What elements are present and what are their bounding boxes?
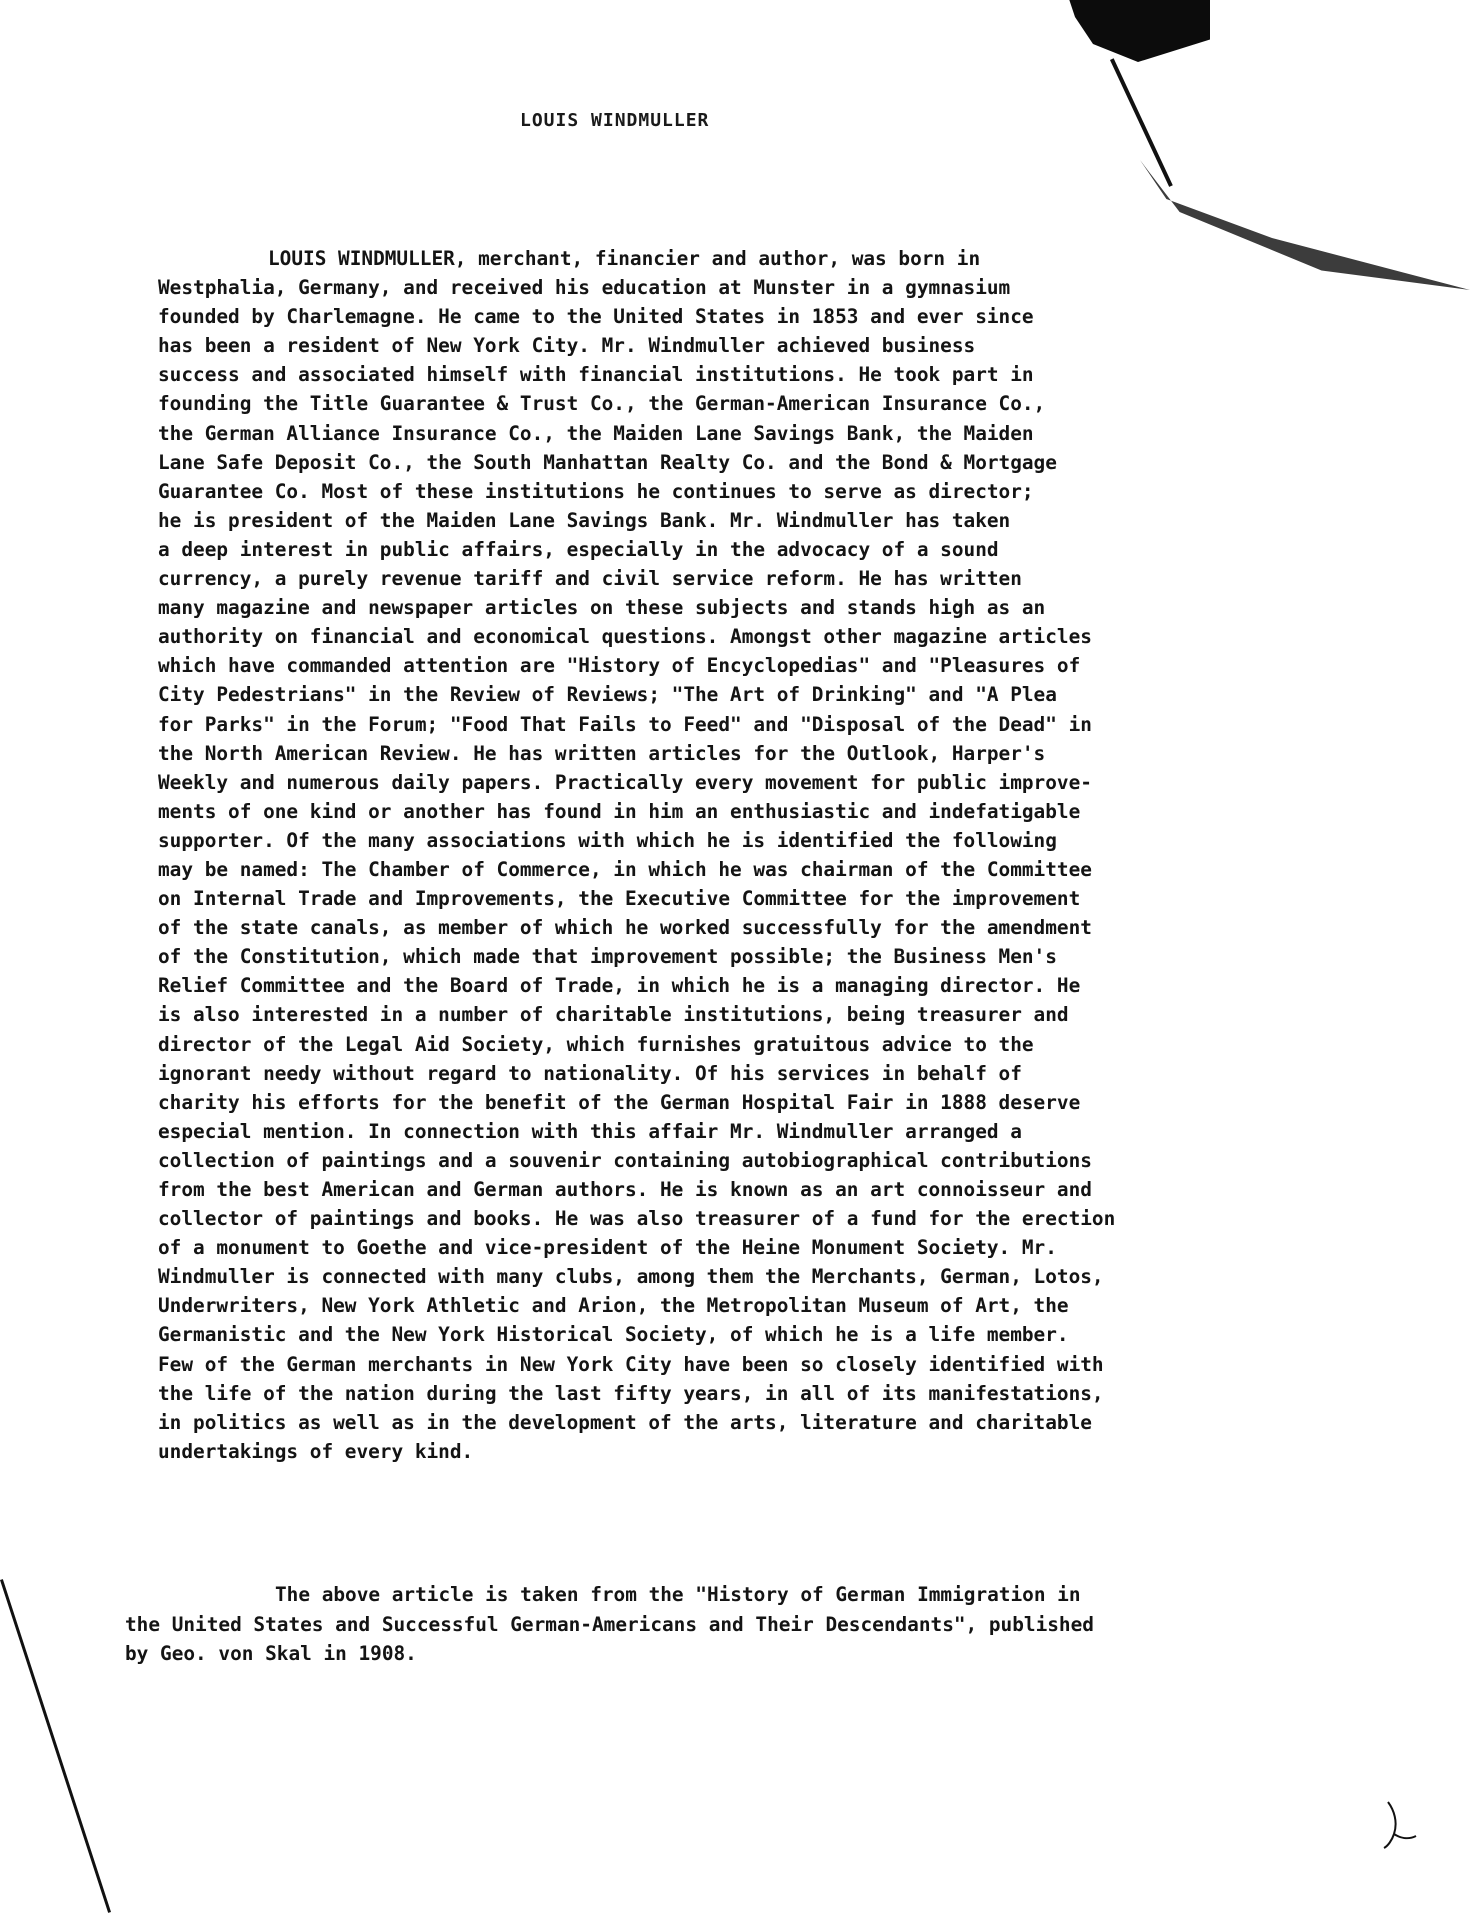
body-line: collection of paintings and a souvenir containing autobiographical contributions (158, 1148, 1092, 1172)
body-line: collector of paintings and books. He was also treasurer of a fund for the erection (158, 1207, 1116, 1231)
body-line: currency, a purely revenue tariff and civil service reform. He has written (158, 567, 1022, 591)
body-line: many magazine and newspaper articles on these subjects and stands high as an (158, 596, 1046, 620)
body-line: LOUIS WINDMULLER, merchant, financier and author, was born in (268, 247, 981, 270)
body-line: Westphalia, Germany, and received his education at Munster in a gymnasium (158, 276, 1011, 300)
body-line: success and associated himself with financial institutions. He took part in (158, 363, 1034, 387)
body-line: has been a resident of New York City. Mr. Windmuller achieved business (158, 334, 976, 358)
body-line: charity his efforts for the benefit of the German Hospital Fair in 1888 deserve (158, 1090, 1081, 1114)
body-line: of the state canals, as member of which he worked successfully for the amendment (158, 916, 1092, 940)
body-line: ignorant needy without regard to nationality. Of his services in behalf of (158, 1061, 1022, 1085)
body-line: director of the Legal Aid Society, which furnishes gratuitous advice to the (158, 1032, 1034, 1056)
body-line: is also interested in a number of charitable institutions, being treasurer and (158, 1003, 1069, 1027)
body-line: founded by Charlemagne. He came to the United States in 1853 and ever since (158, 305, 1034, 329)
body-line: the German Alliance Insurance Co., the Maiden Lane Savings Bank, the Maiden (158, 421, 1034, 445)
body-line: he is president of the Maiden Lane Savings Bank. Mr. Windmuller has taken (158, 508, 1011, 532)
body-line: the North American Review. He has written articles for the Outlook, Harper's (158, 741, 1046, 765)
body-line: Few of the German merchants in New York City have been so closely identified with (158, 1352, 1104, 1376)
body-line: of the Constitution, which made that improvement possible; the Business Men's (158, 945, 1057, 969)
body-line: undertakings of every kind. (158, 1439, 474, 1463)
body-line: Windmuller is connected with many clubs, among them the Merchants, German, Lotos, (158, 1265, 1104, 1289)
body-line: on Internal Trade and Improvements, the Executive Committee for the improvement (158, 887, 1081, 911)
pen-mark-icon (1380, 1800, 1420, 1850)
body-line: Germanistic and the New York Historical Society, of which he is a life member. (158, 1323, 1069, 1347)
body-line: Weekly and numerous daily papers. Practically every movement for public improve- (158, 770, 1092, 794)
body-line: especial mention. In connection with this affair Mr. Windmuller arranged a (158, 1119, 1022, 1143)
body-line: a deep interest in public affairs, especially in the advocacy of a sound (158, 537, 999, 561)
scan-corner-blot (1030, 0, 1210, 80)
body-line: of a monument to Goethe and vice-president of the Heine Monument Society. Mr. (158, 1236, 1057, 1260)
body-line: City Pedestrians" in the Review of Reviews; "The Art of Drinking" and "A Plea (158, 683, 1057, 707)
source-note (125, 1580, 1385, 1669)
body-line: for Parks" in the Forum; "Food That Fails to Feed" and "Disposal of the Dead" in (158, 712, 1092, 736)
body-line: Relief Committee and the Board of Trade, in which he is a managing director. He (158, 974, 1081, 998)
article-body (158, 244, 1378, 1466)
scan-edge-line (1110, 58, 1173, 187)
body-line: ments of one kind or another has found in him an enthusiastic and indefatigable (158, 799, 1081, 823)
body-line: Lane Safe Deposit Co., the South Manhattan Realty Co. and the Bond & Mortgage (158, 450, 1057, 474)
body-line: which have commanded attention are "History of Encyclopedias" and "Pleasures of (158, 654, 1081, 678)
body-line: authority on financial and economical questions. Amongst other magazine articles (158, 625, 1092, 649)
source-note-line: by Geo. von Skal in 1908. (125, 1642, 417, 1665)
body-line: founding the Title Guarantee & Trust Co., the German-American Insurance Co., (158, 392, 1046, 416)
body-line: supporter. Of the many associations with which he is identified the following (158, 828, 1057, 852)
body-line: Underwriters, New York Athletic and Arion, the Metropolitan Museum of Art, the (158, 1294, 1069, 1318)
body-line: may be named: The Chamber of Commerce, in which he was chairman of the Committee (158, 857, 1092, 881)
body-line: from the best American and German authors. He is known as an art connoisseur and (158, 1178, 1092, 1201)
source-note-line: The above article is taken from the "History of German Immigration in (275, 1583, 1081, 1606)
body-line: Guarantee Co. Most of these institutions he continues to serve as director; (158, 479, 1034, 503)
body-line: the life of the nation during the last fifty years, in all of its manifestations, (158, 1381, 1104, 1405)
body-line: in politics as well as in the development of the arts, literature and charitable (158, 1410, 1092, 1434)
scan-left-edge-line (0, 1579, 111, 1913)
source-note-line: the United States and Successful German-Americans and Their Descendants", published (125, 1612, 1094, 1636)
document-title: LOUIS WINDMULLER (520, 110, 710, 131)
